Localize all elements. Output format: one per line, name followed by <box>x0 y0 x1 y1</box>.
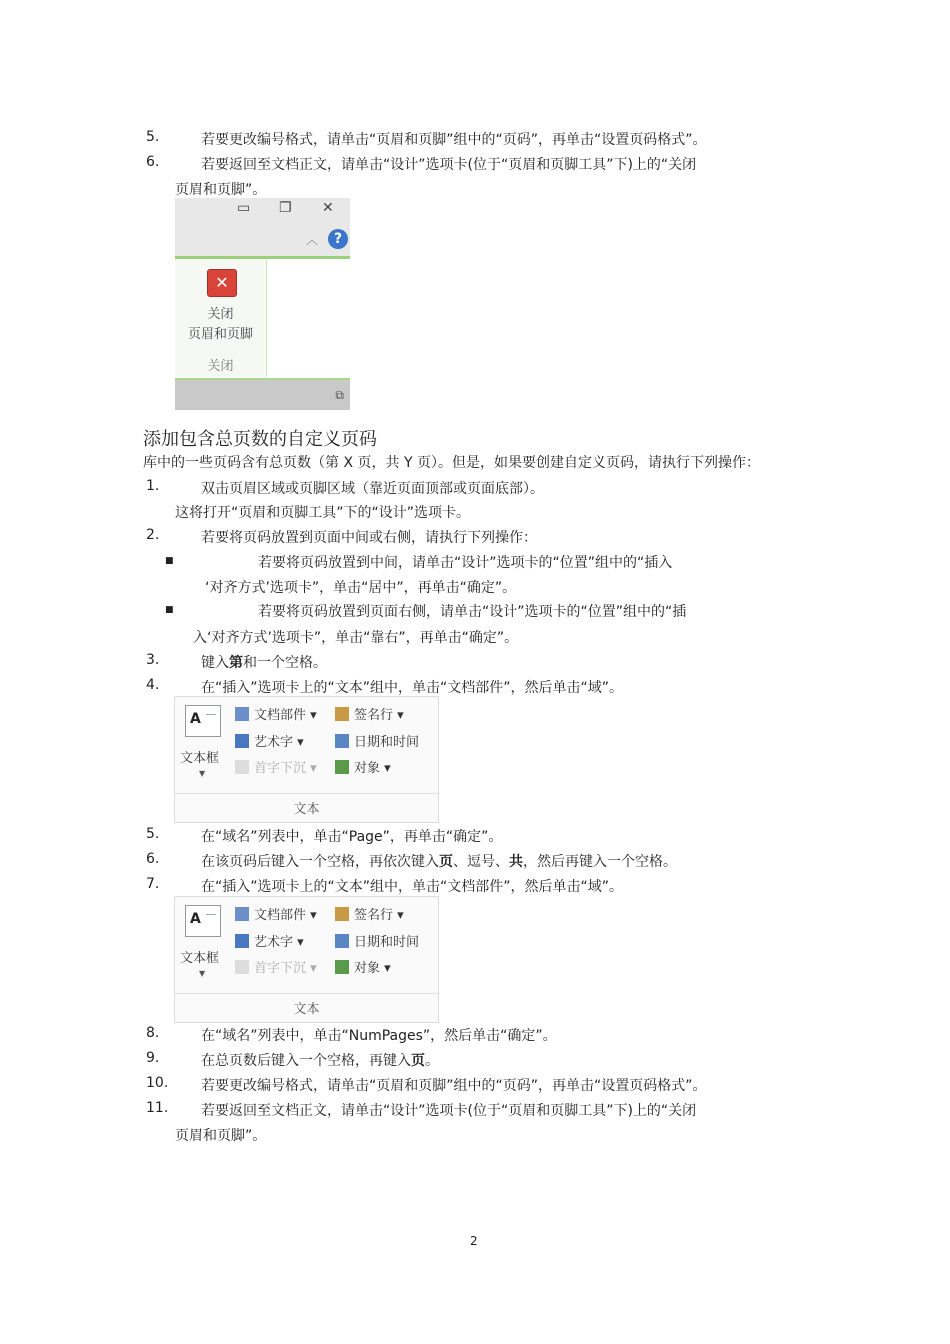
chevron-down-icon: ▼ <box>199 769 206 778</box>
dialog-launcher-icon: ⧉ <box>335 388 344 402</box>
close-header-footer-icon: ✕ <box>207 269 237 297</box>
step-text: 在“插入”选项卡上的“文本”组中，单击“文档部件”，然后单击“域”。 <box>201 879 624 895</box>
step-text-continuation: 页眉和页脚”。 <box>175 182 267 198</box>
step-number: 9. <box>146 1050 160 1066</box>
dropcap-icon <box>235 960 249 974</box>
step-text: 双击页眉区域或页脚区域（靠近页面顶部或页面底部）。 <box>201 481 544 497</box>
step-number: 5. <box>146 826 160 842</box>
wordart-icon <box>235 734 249 748</box>
step-number: 7. <box>146 876 160 892</box>
minimize-icon: ▭ <box>237 200 251 216</box>
dropcap-item: 首字下沉 ▾ <box>235 957 317 976</box>
signature-line-item: 签名行 ▾ <box>335 904 404 923</box>
step-number: 10. <box>146 1075 169 1091</box>
step-text-continuation: 页眉和页脚”。 <box>175 1128 267 1144</box>
textbox-label: 文本框 <box>180 951 220 966</box>
object-icon <box>335 960 349 974</box>
quick-parts-icon <box>235 907 249 921</box>
step-number: 11. <box>146 1100 169 1116</box>
wordart-item: 艺术字 ▾ <box>235 731 304 750</box>
step-number: 3. <box>146 652 160 668</box>
ribbon-title-bar <box>175 198 350 259</box>
signature-line-icon <box>335 707 349 721</box>
object-item: 对象 ▾ <box>335 757 391 776</box>
step-text: 在该页码后键入一个空格，再依次键入页、逗号、共，然后再键入一个空格。 <box>201 854 677 870</box>
bullet-text: 若要将页码放置到中间，请单击“设计”选项卡的“位置”组中的“插入 <box>258 555 673 571</box>
step-text: 在“域名”列表中，单击“NumPages”，然后单击“确定”。 <box>201 1028 557 1044</box>
step-number: 6. <box>146 851 160 867</box>
textbox-icon: A <box>185 705 221 737</box>
page-number: 2 <box>470 1234 478 1248</box>
date-time-item: 日期和时间 <box>335 731 419 750</box>
group-label: 关闭 <box>207 359 234 374</box>
section-heading: 添加包含总页数的自定义页码 <box>143 429 377 450</box>
step-text: 若要返回至文档正文，请单击“设计”选项卡(位于“页眉和页脚工具”下)上的“关闭 <box>201 1103 697 1119</box>
close-header-footer-screenshot <box>175 198 350 410</box>
bullet-icon: ■ <box>165 556 174 566</box>
step-text: 若要更改编号格式，请单击“页眉和页脚”组中的“页码”，再单击“设置页码格式”。 <box>201 1078 707 1094</box>
step-number: 8. <box>146 1025 160 1041</box>
step-text: 键入第和一个空格。 <box>201 655 327 671</box>
textbox-label: 文本框 <box>180 751 220 766</box>
bullet-text: 若要将页码放置到页面右侧，请单击“设计”选项卡的“位置”组中的“插 <box>258 604 687 620</box>
step-number: 4. <box>146 677 160 693</box>
group-label: 文本 <box>293 802 320 817</box>
help-icon: ? <box>328 229 348 249</box>
bullet-text-continuation: ‘对齐方式’选项卡”，单击“居中”，再单击“确定”。 <box>205 580 517 596</box>
object-icon <box>335 760 349 774</box>
step-text: 若要将页码放置到页面中间或右侧，请执行下列操作： <box>201 530 537 546</box>
step-text: 在“域名”列表中，单击“Page”，再单击“确定”。 <box>201 829 503 845</box>
date-time-icon <box>335 734 349 748</box>
step-text: 若要更改编号格式，请单击“页眉和页脚”组中的“页码”，再单击“设置页码格式”。 <box>201 132 707 148</box>
step-number: 1. <box>146 478 160 494</box>
text-group-ribbon-screenshot <box>174 696 439 823</box>
object-item: 对象 ▾ <box>335 957 391 976</box>
close-label-line1: 关闭 <box>207 307 234 322</box>
dropcap-item: 首字下沉 ▾ <box>235 757 317 776</box>
close-window-icon: ✕ <box>322 200 334 216</box>
group-label: 文本 <box>293 1002 320 1017</box>
bullet-text-continuation: 入‘对齐方式’选项卡”，单击“靠右”，再单击“确定”。 <box>193 630 519 646</box>
collapse-ribbon-icon: ︿ <box>306 233 319 247</box>
ribbon-bottom-bar <box>175 378 350 410</box>
close-label-line2: 页眉和页脚 <box>187 327 253 342</box>
wordart-icon <box>235 934 249 948</box>
textbox-icon: A <box>185 905 221 937</box>
step-text: 在总页数后键入一个空格，再键入页。 <box>201 1053 439 1069</box>
quick-parts-item: 文档部件 ▾ <box>235 704 317 723</box>
close-group <box>175 259 267 377</box>
quick-parts-icon <box>235 707 249 721</box>
dropcap-icon <box>235 760 249 774</box>
step-number: 2. <box>146 527 160 543</box>
step-text: 在“插入”选项卡上的“文本”组中，单击“文档部件”，然后单击“域”。 <box>201 680 624 696</box>
bullet-icon: ■ <box>165 605 174 615</box>
step-number: 6. <box>146 154 160 170</box>
step-text-continuation: 这将打开“页眉和页脚工具”下的“设计”选项卡。 <box>175 505 471 521</box>
quick-parts-item: 文档部件 ▾ <box>235 904 317 923</box>
wordart-item: 艺术字 ▾ <box>235 931 304 950</box>
step-number: 5. <box>146 129 160 145</box>
chevron-down-icon: ▼ <box>199 969 206 978</box>
section-intro: 库中的一些页码含有总页数（第 X 页，共 Y 页）。但是，如果要创建自定义页码，请执行下列操作： <box>143 455 760 471</box>
step-text: 若要返回至文档正文，请单击“设计”选项卡(位于“页眉和页脚工具”下)上的“关闭 <box>201 157 697 173</box>
signature-line-icon <box>335 907 349 921</box>
date-time-icon <box>335 934 349 948</box>
text-group-ribbon-screenshot <box>174 896 439 1023</box>
signature-line-item: 签名行 ▾ <box>335 704 404 723</box>
restore-icon: ❐ <box>279 200 292 216</box>
date-time-item: 日期和时间 <box>335 931 419 950</box>
